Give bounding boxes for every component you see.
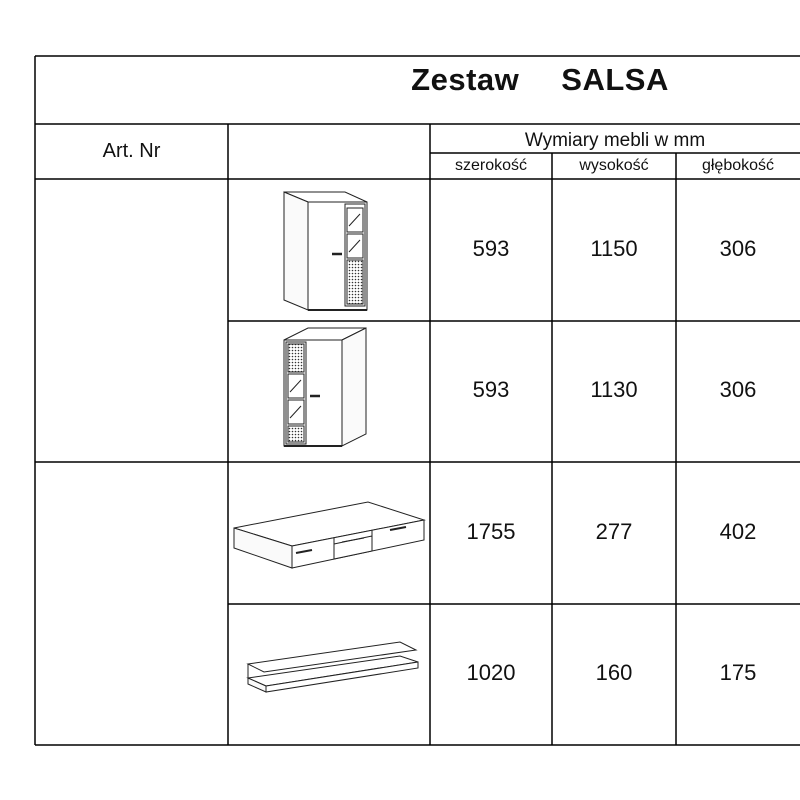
- row-1-width: 593: [472, 236, 510, 261]
- dimensions-caption: Wymiary mebli w mm: [524, 130, 706, 151]
- row-3-height: 277: [595, 519, 633, 544]
- column-depth-header: głębokość: [701, 157, 775, 174]
- column-width-header: szerokość: [454, 157, 528, 174]
- row-3-width: 1755: [466, 519, 516, 544]
- row-2-height: 1130: [590, 377, 638, 402]
- title-word-2: SALSA: [561, 62, 669, 97]
- row-2-width: 593: [472, 377, 510, 402]
- row-4-width: 1020: [466, 660, 516, 685]
- row-4-depth: 175: [719, 660, 757, 685]
- row-2-depth: 306: [719, 377, 757, 402]
- tall-cabinet-right-glass-illustration: [270, 182, 380, 317]
- tv-stand-illustration: [232, 496, 428, 572]
- row-3-depth: 402: [719, 519, 757, 544]
- art-nr-header: Art. Nr: [102, 140, 161, 162]
- row-1-depth: 306: [719, 236, 757, 261]
- row-1-height: 1150: [590, 236, 638, 261]
- row-4-height: 160: [595, 660, 633, 685]
- wall-shelf-illustration: [240, 638, 424, 702]
- title-word-1: Zestaw: [411, 62, 520, 97]
- tall-cabinet-left-glass-illustration: [270, 322, 380, 457]
- column-height-header: wysokość: [579, 157, 649, 174]
- page-title: [360, 62, 720, 98]
